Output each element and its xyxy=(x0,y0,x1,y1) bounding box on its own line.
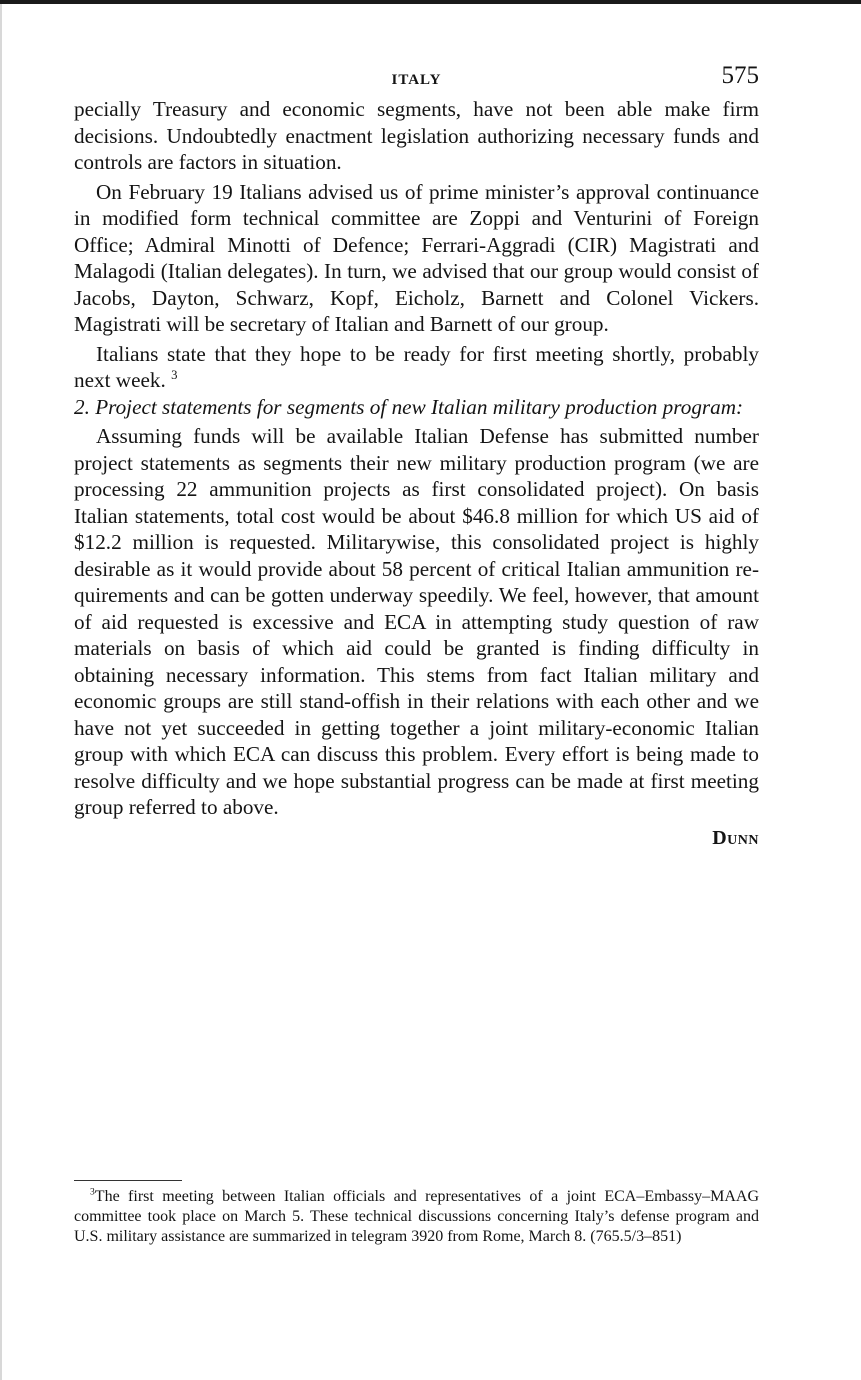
running-title: ITALY xyxy=(391,72,442,88)
page-number: 575 xyxy=(721,62,759,89)
top-border xyxy=(0,0,861,4)
paragraph-committee: On February 19 Italians advised us of prime minister’s approval continuance in modified form technical committee are Zoppi and Venturini of Foreign Office; Admiral Minotti of Defence; Ferrari-Aggradi (CIR) Magistrati and Malagodi (Italian delegates). In turn, we advised that our group would consist of Jacobs, Dayton, Schwarz, Kopf, Eicholz, Barnett and Colonel Vickers. Magistrati will be secretary of Italian and Barnett of our group. xyxy=(74,179,759,336)
footnote-text: The first meeting between Italian officials and representatives of a joint ECA–Embassy–MAAG committee took place on March 5. These technical discussions concerning Italy’s defense program and U.S. military assistance are summarized in telegram 3920 from Rome, March 8. (765.5/3–851) xyxy=(74,1188,759,1245)
item-heading: 2. Project statements for segments of new Italian military production program: xyxy=(74,394,744,419)
footnote-rule xyxy=(74,1180,182,1181)
footnote xyxy=(74,1187,759,1247)
paragraph-continued: pecially Treasury and economic segments, have not been able make firm decisions. Undoubtedly enactment legislation authorizing necessary funds and controls are factors in situation. xyxy=(74,97,759,174)
paragraph-first-meeting xyxy=(74,341,759,394)
footnote-reference: 3 xyxy=(171,367,178,382)
page-edge xyxy=(0,4,2,1380)
footnote-marker: 3 xyxy=(90,1186,95,1198)
running-head xyxy=(74,60,759,96)
signature: Dunn xyxy=(712,826,759,849)
paragraph-first-meeting-text: Italians state that they hope to be ready for first meeting shortly, probably next week. xyxy=(74,341,759,392)
paragraph-project-statements: Assuming funds will be available Italian Defense has submitted number project statements as segments their new military production program (we are processing 22 ammunition projects as first consolidated project). On basis Italian statements, total cost would be about $46.8 million for which US aid of $12.2 million is requested. Militarywise, this consolidated project is highly desirable as it would provide about 58 percent of critical Italian ammunition requirements and can be gotten underway speedily. We feel, however, that amount of aid requested is excessive and ECA in attempting study question of raw materials on basis of which aid could be granted is finding difficulty in obtaining necessary information. This stems from fact Italian military and economic groups are still stand-offish in their relations with each other and we have not yet succeeded in getting together a joint military-economic Italian group with which ECA can discuss this problem. Every effort is being made to resolve difficulty and we hope substantial progress can be made at first meeting group referred to above. xyxy=(74,424,759,819)
body-text xyxy=(74,96,759,851)
page xyxy=(74,60,759,851)
